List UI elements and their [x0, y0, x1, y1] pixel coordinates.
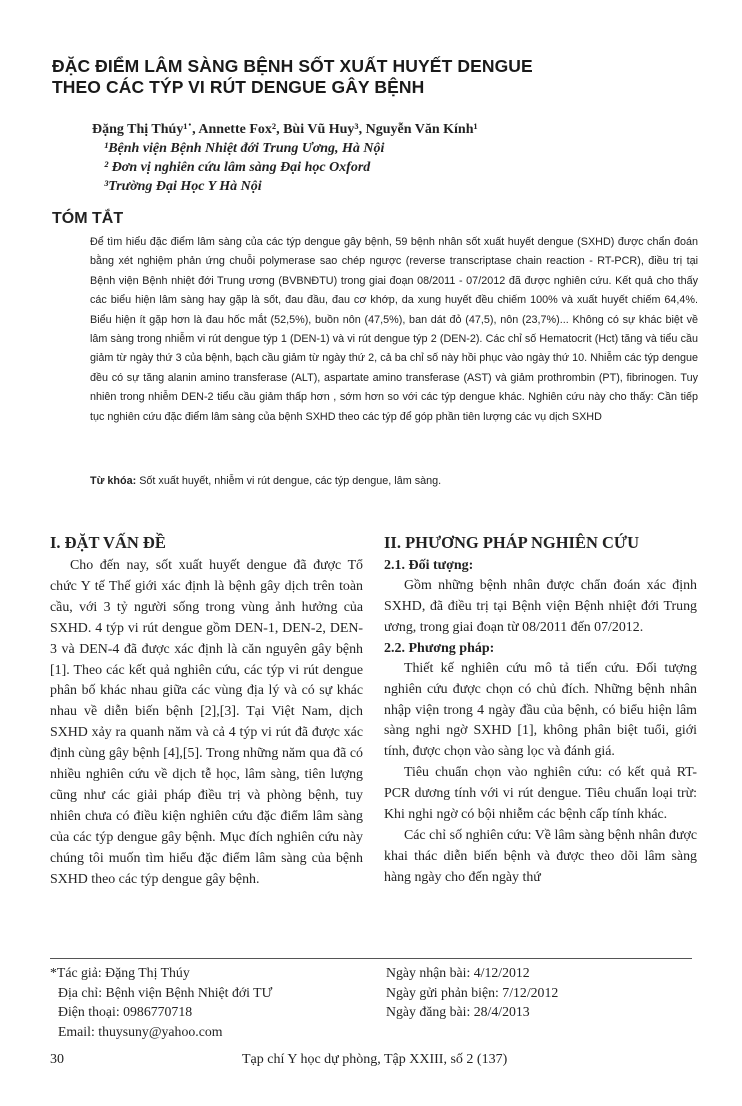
footnote-author: *Tác giả: Đặng Thị Thúy — [50, 965, 190, 980]
date-published: Ngày đăng bài: 28/4/2013 — [386, 1004, 530, 1019]
footnote-divider — [50, 958, 692, 959]
subsection-2-1-text: Gồm những bệnh nhân được chẩn đoán xác định SXHD, đã điều trị tại Bệnh viện Bệnh nhiệt đới Trung ương, trong giai đoạn từ 08/2011 đến 07/2012. — [384, 578, 697, 635]
title-line-2: THEO CÁC TÝP VI RÚT DENGUE GÂY BỆNH — [52, 77, 425, 97]
section-1-heading: I. ĐẶT VẤN ĐỀ — [50, 533, 166, 552]
affiliation-3: ³Trường Đại Học Y Hà Nội — [104, 179, 262, 194]
article-dates — [386, 963, 696, 1022]
left-column — [50, 532, 363, 891]
keywords-text: Sốt xuất huyết, nhiễm vi rút dengue, các týp dengue, lâm sàng. — [136, 475, 442, 487]
keywords — [90, 473, 698, 489]
page-number: 30 — [50, 1052, 64, 1067]
affiliation-2: ² Đơn vị nghiên cứu lâm sàng Đại học Oxford — [104, 160, 371, 175]
abstract-heading: TÓM TẮT — [52, 210, 124, 227]
subsection-2-2-paragraph-1: Thiết kế nghiên cứu mô tả tiến cứu. Đối tượng nghiên cứu được chọn có chủ đích. Những bệnh nhân nhập viện trong 4 ngày đầu của bệnh, có biểu hiện lâm sàng nghi ngờ SXHD [1], không phân biệt tuổi, giới tính, được chọn vào sàng lọc và đánh giá. — [384, 660, 697, 760]
date-reviewed: Ngày gửi phản biện: 7/12/2012 — [386, 984, 559, 1000]
subsection-2-1-heading: 2.1. Đối tượng: — [384, 558, 474, 573]
right-column — [384, 532, 697, 889]
subsection-2-2-paragraph-2: Tiêu chuẩn chọn vào nghiên cứu: có kết quả RT-PCR dương tính với vi rút dengue. Tiêu chuẩn loại trừ: Khi nghi ngờ có bội nhiễm các bệnh cấp tính khác. — [384, 765, 697, 823]
affiliation-1: ¹Bệnh viện Bệnh Nhiệt đới Trung Ương, Hà Nội — [104, 141, 385, 156]
footnote-phone: Điện thoại: 0986770718 — [58, 1004, 193, 1019]
journal-footer: Tạp chí Y học dự phòng, Tập XXIII, số 2 (137) — [242, 1052, 508, 1067]
date-received: Ngày nhận bài: 4/12/2012 — [386, 965, 530, 980]
author-block — [92, 120, 692, 196]
abstract — [90, 233, 698, 427]
footnote-address: Địa chỉ: Bệnh viện Bệnh Nhiệt đới TƯ — [58, 984, 273, 1000]
section-1-paragraph: Cho đến nay, sốt xuất huyết dengue đã được Tổ chức Y tế Thế giới xác định là bệnh gây dịch trên toàn cầu, với 3 tỷ người sống trong vùng ảnh hưởng của SXHD. 4 týp vi rút dengue gồm DEN-1, DEN-2, DEN-3 và DEN-4 đã được xác định là căn nguyên gây bệnh [1]. Theo các kết quả nghiên cứu, các týp vi rút dengue phân bố khác nhau giữa các vùng địa lý và có sự khác nhau về diễn biến bệnh [2],[3]. Tại Việt Nam, dịch SXHD xảy ra quanh năm và cả 4 týp vi rút đã được xác định cùng gây bệnh [4],[5]. Trong những năm qua đã có nhiều nghiên cứu về dịch tễ học, lâm sàng, tiên lượng cũng như các giải pháp điều trị và phòng bệnh, tuy nhiên chưa có điều kiện nghiên cứu đặc điểm lâm sàng của các týp dengue gây bệnh. Mục đích nghiên cứu này chúng tôi muốn tìm hiểu đặc điểm lâm sàng của bệnh SXHD theo các týp dengue gây bệnh. — [50, 558, 363, 887]
subsection-2-2-paragraph-3: Các chỉ số nghiên cứu: Về lâm sàng bệnh nhân được khai thác diễn biến bệnh và được theo dõi lâm sàng hàng ngày cho đến ngày thứ — [384, 827, 697, 885]
author-names: Đặng Thị Thúy¹˙, Annette Fox², Bùi Vũ Huy³, Nguyễn Văn Kính¹ — [92, 122, 478, 137]
article-title — [52, 56, 692, 98]
keywords-label: Từ khóa: — [90, 475, 137, 487]
section-2-heading: II. PHƯƠNG PHÁP NGHIÊN CỨU — [384, 533, 639, 552]
abstract-text: Để tìm hiểu đặc điểm lâm sàng của các týp dengue gây bệnh, 59 bệnh nhân sốt xuất huyết dengue (SXHD) được chẩn đoán bằng xét nghiệm phản ứng chuỗi polymerase sao chép ngược (reverse transcriptase chain reaction - RT-PCR), điều trị tại Bệnh viện Bệnh nhiệt đới Trung ương (BVBNĐTU) trong giai đoạn 08/2011 - 07/2012 đã được nghiên cứu. Kết quả cho thấy các biểu hiện lâm sàng hay gặp là sốt, đau đầu, đau cơ khớp, da xung huyết đều chiếm 100% và xuất huyết chiếm 64,4%. Biểu hiện ít gặp hơn là đau hốc mắt (52,5%), buồn nôn (47,5%), ban dát đỏ (47,5), nôn (23,7%)... Không có sự khác biệt về lâm sàng trong nhiễm vi rút dengue týp 1 (DEN-1) và vi rút dengue týp 2 (DEN-2). Các chỉ số Hematocrit (Hct) tăng và tiểu cầu giảm từ ngày thứ 3 của bệnh, bạch cầu giảm từ ngày thứ 2, cả ba chỉ số này hồi phục vào ngày thứ 10. Nhiễm các týp dengue đều có sự tăng alanin amino transferase (ALT), aspartate amino transferase (AST) và giảm prothrombin (PT), fibrinogen. Tuy nhiên trong nhiễm DEN-2 tiểu cầu giảm thấp hơn , sớm hơn so với các týp dengue khác. Nghiên cứu này cho thấy: Cần tiếp tục nghiên cứu đặc điểm lâm sàng của bệnh SXHD theo các týp để góp phần tiên lượng các vụ dịch SXHD — [90, 236, 698, 423]
corresponding-author-footnote — [50, 963, 370, 1041]
subsection-2-2-heading: 2.2. Phương pháp: — [384, 640, 495, 656]
title-line-1: ĐẶC ĐIỂM LÂM SÀNG BỆNH SỐT XUẤT HUYẾT DENGUE — [52, 56, 533, 76]
footnote-email: Email: thuysuny@yahoo.com — [58, 1023, 223, 1039]
